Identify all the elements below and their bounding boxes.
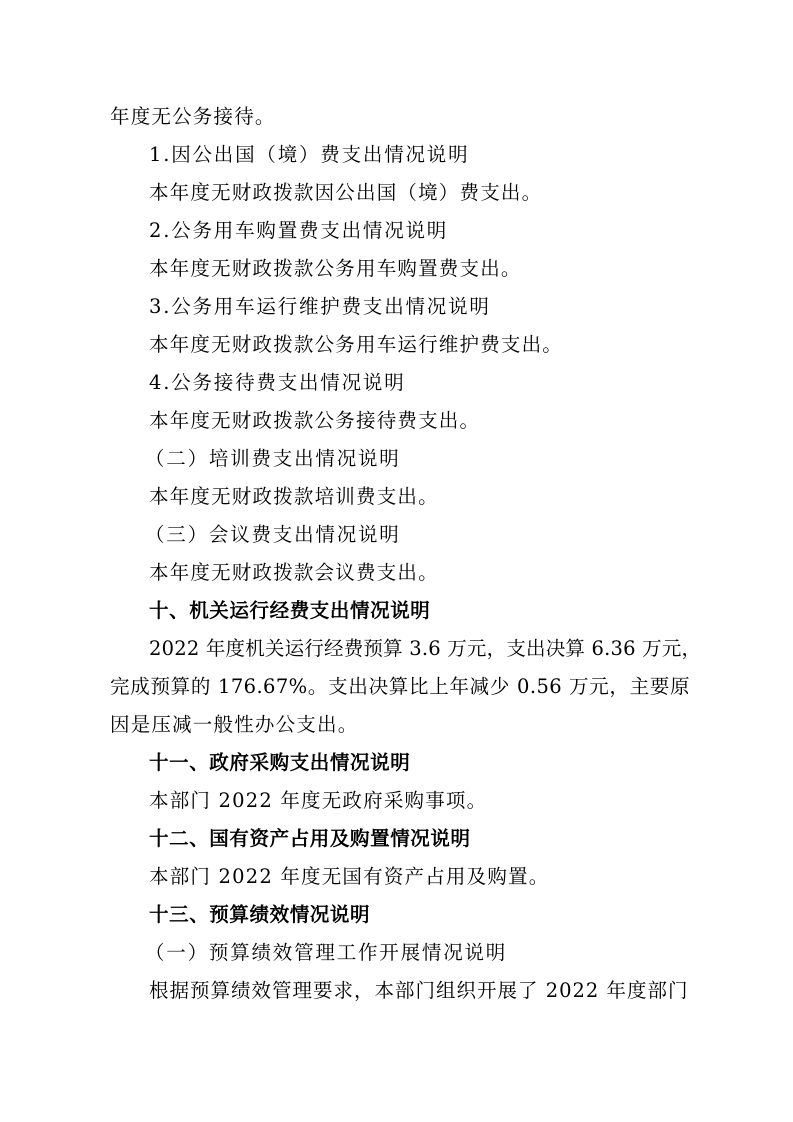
paragraph-meeting: 本年度无财政拨款会议费支出。 <box>149 561 439 584</box>
paragraph-performance-management: 根据预算绩效管理要求，本部门组织开展了 2022 年度部门 <box>149 979 689 1002</box>
paragraph-operating-costs-line-2: 完成预算的 176.67%。支出决算比上年减少 0.56 万元，主要原 <box>110 675 690 698</box>
paragraph-vehicle-maintenance: 本年度无财政拨款公务用车运行维护费支出。 <box>149 333 564 356</box>
subheading-training: （二）培训费支出情况说明 <box>145 447 401 470</box>
paragraph-overseas-travel: 本年度无财政拨款因公出国（境）费支出。 <box>149 181 543 204</box>
paragraph-continuation: 年度无公务接待。 <box>110 105 276 128</box>
section-heading-10: 十、机关运行经费支出情况说明 <box>149 599 431 622</box>
paragraph-vehicle-purchase: 本年度无财政拨款公务用车购置费支出。 <box>149 257 522 280</box>
section-heading-13: 十三、预算绩效情况说明 <box>149 903 371 926</box>
section-heading-11: 十一、政府采购支出情况说明 <box>149 751 411 774</box>
subheading-reception: 4.公务接待费支出情况说明 <box>149 371 406 394</box>
subheading-overseas-travel: 1.因公出国（境）费支出情况说明 <box>149 143 470 166</box>
paragraph-state-assets: 本部门 2022 年度无国有资产占用及购置。 <box>149 865 550 888</box>
subheading-vehicle-purchase: 2.公务用车购置费支出情况说明 <box>149 219 449 242</box>
paragraph-operating-costs-line-3: 因是压减一般性办公支出。 <box>110 713 359 736</box>
paragraph-training: 本年度无财政拨款培训费支出。 <box>149 485 439 508</box>
subheading-meeting: （三）会议费支出情况说明 <box>145 523 401 546</box>
paragraph-procurement: 本部门 2022 年度无政府采购事项。 <box>149 789 488 812</box>
subheading-performance-management: （一）预算绩效管理工作开展情况说明 <box>145 941 508 964</box>
section-heading-12: 十二、国有资产占用及购置情况说明 <box>149 827 471 850</box>
paragraph-operating-costs-line-1: 2022 年度机关运行经费预算 3.6 万元，支出决算 6.36 万元， <box>149 637 702 660</box>
paragraph-reception: 本年度无财政拨款公务接待费支出。 <box>149 409 481 432</box>
subheading-vehicle-maintenance: 3.公务用车运行维护费支出情况说明 <box>149 295 491 318</box>
